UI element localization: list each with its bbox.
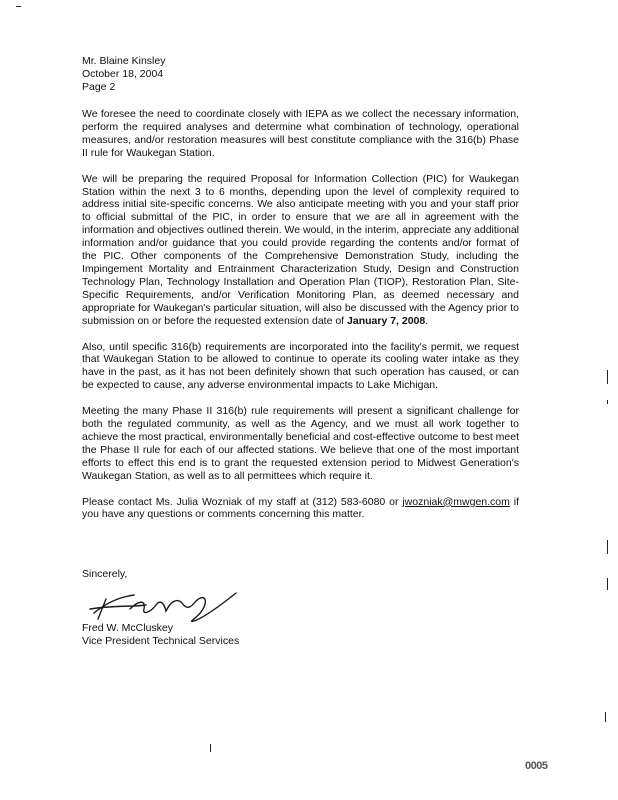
paragraph-challenge: Meeting the many Phase II 316(b) rule requirements will present a significant challenge for both the regulated community, as well as the Agency, and we must all work together to achieve the most practical, environmentally beneficial and cost-effective outcome to best meet the Phase II rule for each of our affected stations. We believe that one of the most important efforts to effect this end is to grant the requested extension period to Midwest Generation's Waukegan Station, as well as to all permittees which require it. bbox=[82, 405, 519, 482]
contact-email-link[interactable]: jwozniak@mwgen.com bbox=[402, 495, 510, 508]
contact-text: Please contact Ms. Julia Wozniak of my staff at (312) 583-6080 or bbox=[82, 495, 403, 508]
letter-header bbox=[82, 55, 165, 94]
paragraph-pic-text: We will be preparing the required Proposal for Information Collection (PIC) for Waukegan Station within the next 3 to 6 months, depending upon the level of complexity required to address initial site-specific concerns. We also anticipate meeting with you and your staff prior to official submittal of the PIC, in order to ensure that we are all in agreement with the information and objectives outlined therein. We would, in the interim, appreciate any additional information and/or guidance that you could provide regarding the contents and/or format of the PIC. Other components of the Comprehensive Demonstration Study, including the Impingement Mortality and Entrainment Characterization Study, Design and Construction Technology Plan, Technology Installation and Operation Plan (TIOP), Restoration Plan, Site-Specific Requirements, and/or Verification Monitoring Plan, as deemed necessary and appropriate for Waukegan's particular situation, will also be discussed with the Agency prior to submission on or before the requested extension date of bbox=[82, 172, 519, 327]
scan-mark bbox=[607, 400, 608, 404]
salutation: Sincerely, bbox=[82, 568, 128, 580]
paragraph-pic-proposal bbox=[82, 173, 519, 328]
paragraph-pic-end: . bbox=[425, 314, 429, 327]
recipient-name: Mr. Blaine Kinsley bbox=[82, 55, 166, 67]
paragraph-contact bbox=[82, 496, 519, 522]
signer-title: Vice President Technical Services bbox=[82, 635, 240, 647]
letter-body bbox=[82, 108, 519, 534]
letter-date: October 18, 2004 bbox=[82, 68, 164, 80]
scan-mark bbox=[607, 540, 608, 554]
contact-text-end: if you have any questions or comments concerning this matter. bbox=[82, 495, 519, 521]
signer-name: Fred W. McCluskey bbox=[82, 622, 174, 634]
scan-mark bbox=[16, 6, 21, 7]
scan-mark bbox=[605, 712, 606, 722]
scan-mark bbox=[210, 744, 211, 752]
paragraph-coordination: We foresee the need to coordinate closely with IEPA as we collect the necessary information, perform the required analyses and determine what combination of technology, operational measures, and/or restoration measures will best constitute compliance with the 316(b) Phase II rule for Waukegan Station. bbox=[82, 108, 519, 159]
bates-number: 0005 bbox=[525, 760, 548, 772]
extension-date: January 7, 2008 bbox=[347, 314, 426, 327]
handwritten-signature bbox=[86, 583, 256, 625]
scan-mark bbox=[607, 370, 608, 384]
page-number: Page 2 bbox=[82, 81, 116, 93]
scan-mark bbox=[607, 578, 608, 590]
paragraph-cooling-intake: Also, until specific 316(b) requirements are incorporated into the facility's permit, we request that Waukegan Station to be allowed to continue to operate its cooling water intake as they have in the past, as it has not been definitely shown that such operation has caused, or can be expected to cause, any adverse environmental impacts to Lake Michigan. bbox=[82, 340, 519, 392]
signature-block bbox=[82, 622, 239, 648]
